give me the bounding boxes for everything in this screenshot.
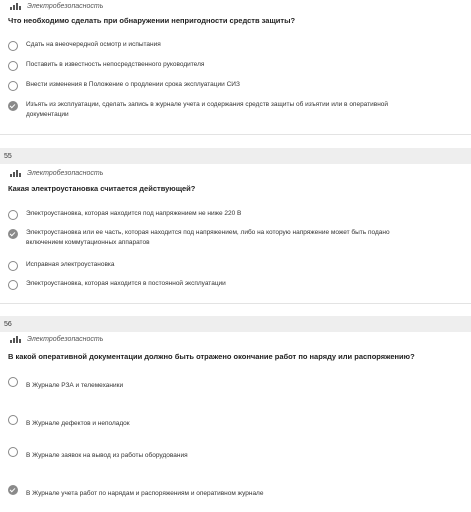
question-text: Какая электроустановка считается действующей? — [8, 184, 196, 193]
radio-checked-icon[interactable] — [8, 101, 18, 111]
question-category: Электробезопасность — [10, 1, 103, 11]
radio-checked-icon[interactable] — [8, 229, 18, 239]
radio-icon[interactable] — [8, 280, 18, 290]
answer-option[interactable]: Электроустановка, которая находится под напряжением не ниже 220 В — [8, 209, 428, 220]
question-number: 55 — [0, 148, 471, 164]
radio-icon[interactable] — [8, 81, 18, 91]
answer-option-selected[interactable]: Электроустановка или ее часть, которая находится под напряжением, либо на которую напряжение может быть подано включением коммутационных аппаратов — [8, 228, 428, 248]
radio-icon[interactable] — [8, 41, 18, 51]
answer-option[interactable]: Внести изменения в Положение о продлении срока эксплуатации СИЗ — [8, 80, 428, 91]
divider — [0, 303, 471, 304]
category-chart-icon — [10, 169, 21, 177]
answer-option[interactable]: Поставить в известность непосредственного руководителя — [8, 60, 428, 71]
divider — [0, 134, 471, 135]
radio-icon[interactable] — [8, 261, 18, 271]
category-chart-icon — [10, 335, 21, 343]
radio-icon[interactable] — [8, 415, 18, 425]
radio-icon[interactable] — [8, 447, 18, 457]
radio-icon[interactable] — [8, 61, 18, 71]
question-text: Что необходимо сделать при обнаружении непригодности средств защиты? — [8, 16, 296, 25]
answer-option-selected[interactable]: Изъять из эксплуатации, сделать запись в журнале учета и содержания средств защиты об изъятии или в оперативной документации — [8, 100, 428, 120]
answer-option[interactable]: В Журнале заявок на вывод из работы оборудования — [8, 446, 428, 461]
category-chart-icon — [10, 2, 21, 10]
question-category: Электробезопасность — [10, 334, 103, 344]
answer-option[interactable]: В Журнале дефектов и неполадок — [8, 414, 428, 429]
answer-option[interactable]: Исправная электроустановка — [8, 260, 428, 271]
question-text: В какой оперативной документации должно быть отражено окончание работ по наряду или распоряжению? — [8, 352, 415, 361]
radio-icon[interactable] — [8, 210, 18, 220]
question-category: Электробезопасность — [10, 168, 103, 178]
question-number: 56 — [0, 316, 471, 332]
answer-option[interactable]: Электроустановка, которая находится в постоянной эксплуатации — [8, 279, 428, 290]
radio-checked-icon[interactable] — [8, 485, 18, 495]
answer-option[interactable]: В Журнале РЗА и телемеханики — [8, 376, 428, 391]
answer-option[interactable]: Сдать на внеочередной осмотр и испытания — [8, 40, 428, 51]
answer-option-selected[interactable]: В Журнале учета работ по нарядам и распоряжениям и оперативном журнале — [8, 484, 428, 499]
radio-icon[interactable] — [8, 377, 18, 387]
